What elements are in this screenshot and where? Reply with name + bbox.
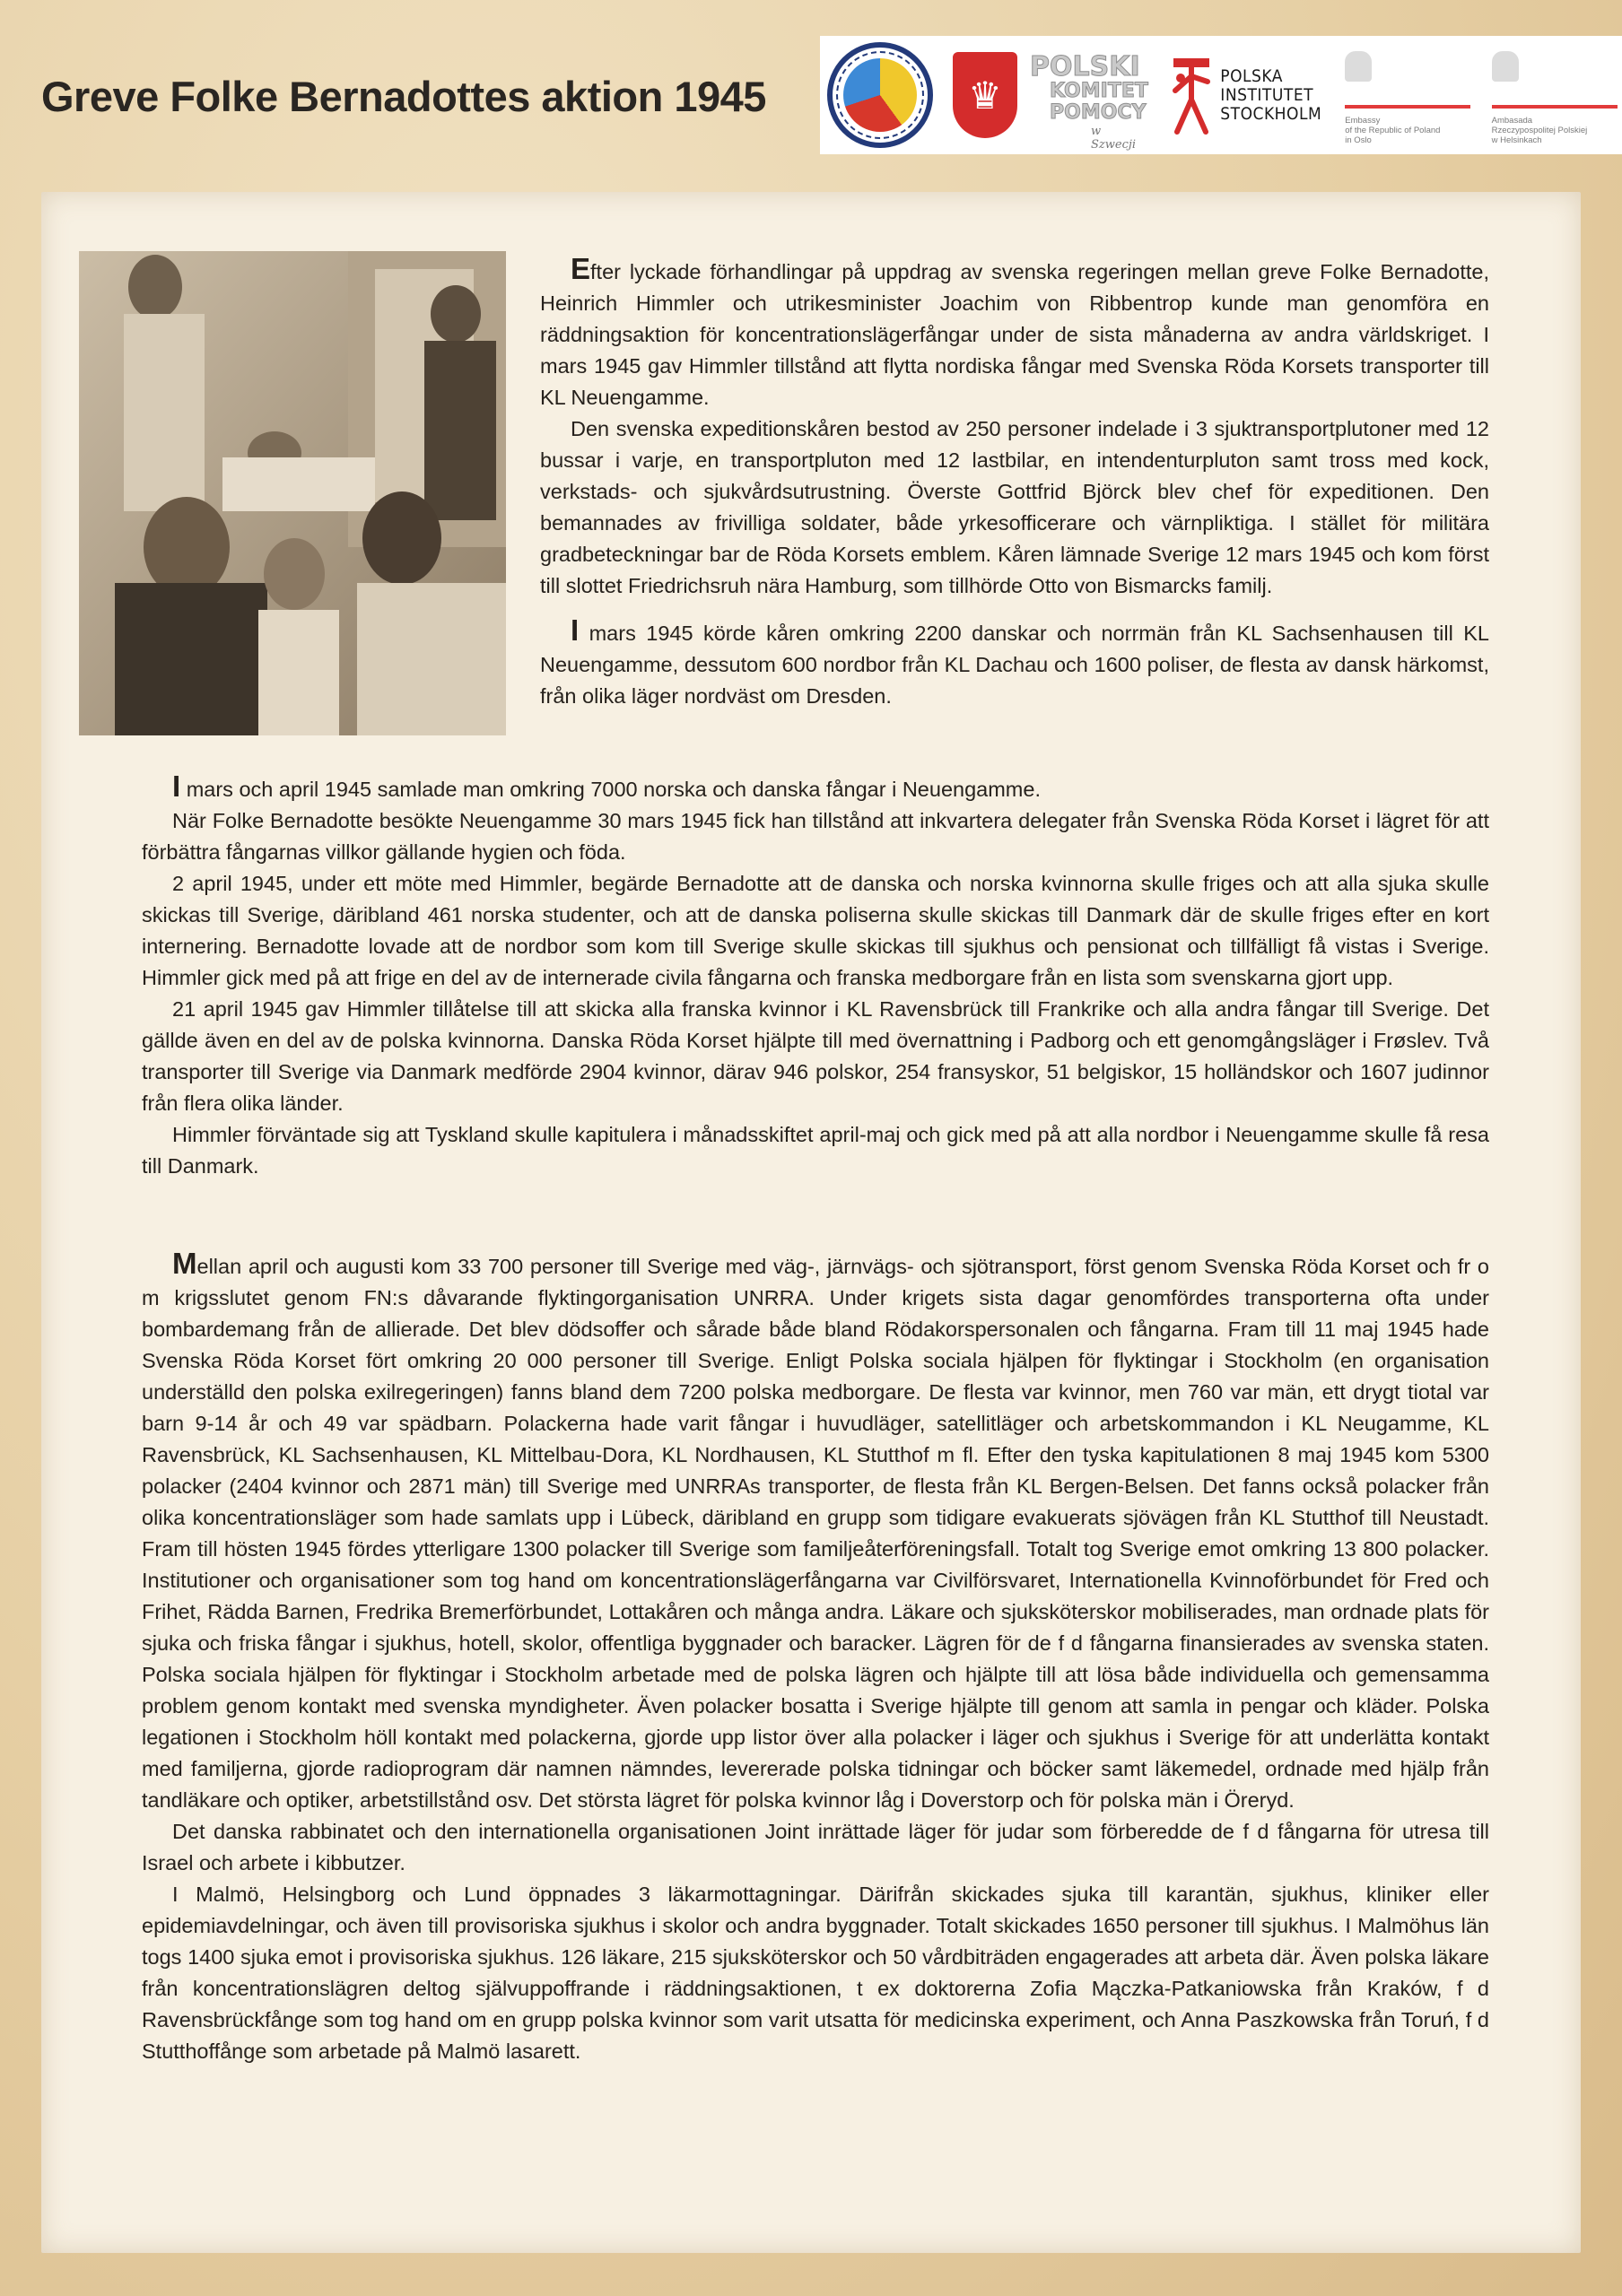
emb-oslo-line1: Embassy [1345,116,1381,126]
bottom-section [142,1248,1489,2067]
intro-paragraph: fter lyckade förhandlingar på uppdrag av svenska regeringen mellan greve Folke Bernadotte, Heinrich Himmler och utrikesminister Joachim von Ribbentrop kunde man genomföra en räddningsaktion för koncentrationslägerfångar under de sista månaderna av andra världskriget. I mars 1945 gav Himmler tillstånd att flytta nordiska fångar med Svenska Röda Korsets transporter till KL Neuengamme. [540,260,1489,409]
drop-cap: I [571,613,580,647]
page-title: Greve Folke Bernadottes aktion 1945 [41,73,766,120]
embassy-oslo-logo [1345,46,1475,144]
body-paragraph: När Folke Bernadotte besökte Neuengamme 30 mars 1945 fick han tillstånd att inkvartera delegater från Svenska Röda Korset i lägret för att förbättra fångarnas villkor gällande hygien och föda. [142,809,1489,864]
body-paragraph: I Malmö, Helsingborg och Lund öppnades 3 läkarmottagningar. Därifrån skickades sjuka till karantän, sjukhus, kliniker eller epidemiavdelningar, och även till provisoriska sjukhus i skolor och andra byggnader. Totalt skickades 1650 personer till sjukhus. I Malmöhus län togs 1400 sjuka emot i provisoriska sjukhus. 126 läkare, 215 sjuksköterskor och 50 vårdbiträden engagerades att arbeta där. Även polska läkare från koncentrationslägren deltog självuppoffrande i räddningsaktionen, t ex doktorerna Zofia Mączka-Patkaniowska från Kraków, f d Ravensbrückfånge som tog hand om en grupp polska kvinnor som varit utsatta för medicinska experiment, och Anna Paszkowska från Toruń, f d Stutthoffånge som arbetade på Malmö lasarett. [142,1883,1489,2063]
pkp-line1: POLSKI [1030,51,1140,83]
emb-hel-line2: Rzeczypospolitej Polskiej [1491,126,1588,135]
eagle-icon [1492,51,1519,82]
body-paragraph: mars och april 1945 samlade man omkring 7000 norska och danska fångar i Neuengamme. [180,778,1041,801]
middle-section [142,770,1489,1182]
emb-oslo-line2: of the Republic of Poland [1345,126,1441,135]
drop-cap: E [571,252,591,285]
pi-line2: INSTITUTET [1220,84,1314,105]
historical-photo [79,251,506,735]
body-paragraph: Det danska rabbinatet och den internationella organisationen Joint inrättade läger för judar som förberedde de f d fångarna för utresa till Israel och arbete i kibbutzer. [142,1820,1489,1874]
intro-paragraph: Den svenska expeditionskåren bestod av 250 personer indelade i 3 sjuktransportplutoner med 12 bussar i varje, en transportpluton med 12 lastbilar, en intendenturpluton samt tross med kock, verkstads- och sjukvårdsutrustning. Överste Gottfrid Björck blev chef för expeditionen. Den bemannades av frivilliga soldater, både yrkesofficerare och värnpliktiga. I stället för militära gradbeteckningar bar de Röda Korsets emblem. Kåren lämnade Sverige 12 mars 1945 och kom först till slottet Friedrichsruh nära Hamburg, som tillhörde Otto von Bismarcks familj. [540,417,1489,597]
pkp-line2: KOMITET [1050,80,1148,102]
body-paragraph: Himmler förväntade sig att Tyskland skulle kapitulera i månadsskiftet april-maj och gick med på att alla nordbor i Neuengamme skulle få resa till Danmark. [142,1123,1489,1178]
emb-hel-line3: w Helsinkach [1491,135,1542,145]
body-paragraph: 2 april 1945, under ett möte med Himmler, begärde Bernadotte att de danska och norska kvinnorna skulle friges och att alla sjuka skulle skickas till Sverige, däribland 461 norska studenter, och att de danska poliserna skulle skickas till Danmark där de skulle friges efter en kort internering. Bernadotte lovade att de nordbor som kom till Sverige skulle skickas till sjukhus och pensionat och tillfälligt få vistas i Sverige. Himmler gick med på att frige en del av de internerade civila fångarna och franska medborgare från en lista som svenskarna gjort upp. [142,872,1489,989]
emb-hel-line1: Ambasada [1491,116,1533,126]
logo-strip [820,36,1622,154]
intro-section [540,253,1489,712]
polska-institutet-logo [1168,36,1321,154]
eagle-icon [1345,51,1372,82]
polish-eagle-shield-logo: ♛ [933,36,1017,154]
kongres-logo [820,36,933,154]
emb-oslo-line3: in Oslo [1345,135,1372,145]
pi-line3: STOCKHOLM [1220,103,1322,124]
body-paragraph: ellan april och augusti kom 33 700 personer till Sverige med väg-, järnvägs- och sjötransport, först genom Svenska Röda Korset och fr o m krigsslutet genom FN:s dåvarande flyktingorganisation UNRRA. Under krigets sista dagar genomfördes transporterna ofta under bombardemang från de allierade. Det blev dödsoffer och sårade både bland Rödakorspersonalen och fångarna. Fram till 11 maj 1945 hade Svenska Röda Korset fört omkring 20 000 personer till Sverige. Enligt Polska sociala hjälpen för flyktingar i Stockholm (en organisation underställd den polska exilregeringen) fanns bland dem 7200 polska medborgare. De flesta var kvinnor, men 760 var män, ett drygt tiotal var barn 9-14 år och 49 var spädbarn. Polackerna hade varit fångar i huvudläger, satellitläger och arbetskommandon i KL Neugamme, KL Ravensbrück, KL Sachsenhausen, KL Mittelbau-Dora, KL Nordhausen, KL Stutthof m fl. Efter den tyska kapitulationen 8 maj 1945 kom 5300 polacker (2404 kvinnor och 2871 män) till Sverige med UNRRAs transporter, de flesta från KL Bergen-Belsen. Det fanns också polacker från olika koncentrationsläger som hade samlats upp i Lübeck, däribland en grupp som tidigare evakuerats sjövägen från KL Stutthof till Neustadt. Fram till hösten 1945 fördes ytterligare 1300 polacker till Sverige som familjeåterföreningsfall. Totalt tog Sverige emot omkring 13 800 polacker. Institutioner och organisationer som tog hand om koncentrationslägerfångarna var Civilförsvaret, Internationella Kvinnoförbundet för Fred och Frihet, Rädda Barnen, Fredrika Bremerförbundet, Lottakåren och många andra. Läkare och sjuksköterskor mobiliserades, man ordnade plats för sjuka och friska fångar i sjukhus, hotell, skolor, offentliga byggnader och baracker. Lägren för de f d fångarna finansierades av svenska staten. Polska sociala hjälpen för flyktingar i Stockholm arbetade med de polska lägren och hjälpte till att lösa både individuella och gemensamma problem genom kontakt med svenska myndigheter. Även polacker bosatta i Sverige hjälpte till genom att samla in pengar och kläder. Polska legationen i Stockholm höll kontakt med polackerna, gjorde upp listor över alla polacker i läger och sjukhus i Sverige för att underlätta kontakt med familjerna, gjorde radioprogram där namnen nämndes, levererade polska tidningar och böcker samt läkemedel, ordnade med hjälp från tandläkare och optiker, arbetstillstånd osv. Det största lägret för polska kvinnor låg i Doverstorp och för polska män i Öreryd. [142,1255,1489,1812]
drop-cap: I [172,770,181,803]
pkp-line4: w Szwecji [1091,125,1137,152]
pi-line1: POLSKA [1220,65,1283,86]
intro-paragraph: mars 1945 körde kåren omkring 2200 danskar och norrmän från KL Sachsenhausen till KL Neuengamme, dessutom 600 nordbor från KL Dachau och 1600 poliser, de flesta av dansk härkomst, från olika läger nordväst om Dresden. [540,622,1489,708]
pkp-line3: POMOCY [1050,101,1147,124]
embassy-helsinki-logo [1492,46,1622,144]
drop-cap: M [172,1247,197,1280]
body-paragraph: 21 april 1945 gav Himmler tillåtelse till att skicka alla franska kvinnor i KL Ravensbrück till Frankrike och alla andra fångar till Sverige. Det gällde även en del av de polska kvinnorna. Danska Röda Korset hjälpte till med övernattning i Padborg och ett genomgångsläger i Frøslev. Två transporter till Sverige via Danmark medförde 2904 kvinnor, därav 946 polskor, 254 fransyskor, 51 belgiskor, 15 holländskor och 1607 judinnor från flera olika länder. [142,997,1489,1115]
polski-komitet-pomocy-logo [1026,46,1148,152]
